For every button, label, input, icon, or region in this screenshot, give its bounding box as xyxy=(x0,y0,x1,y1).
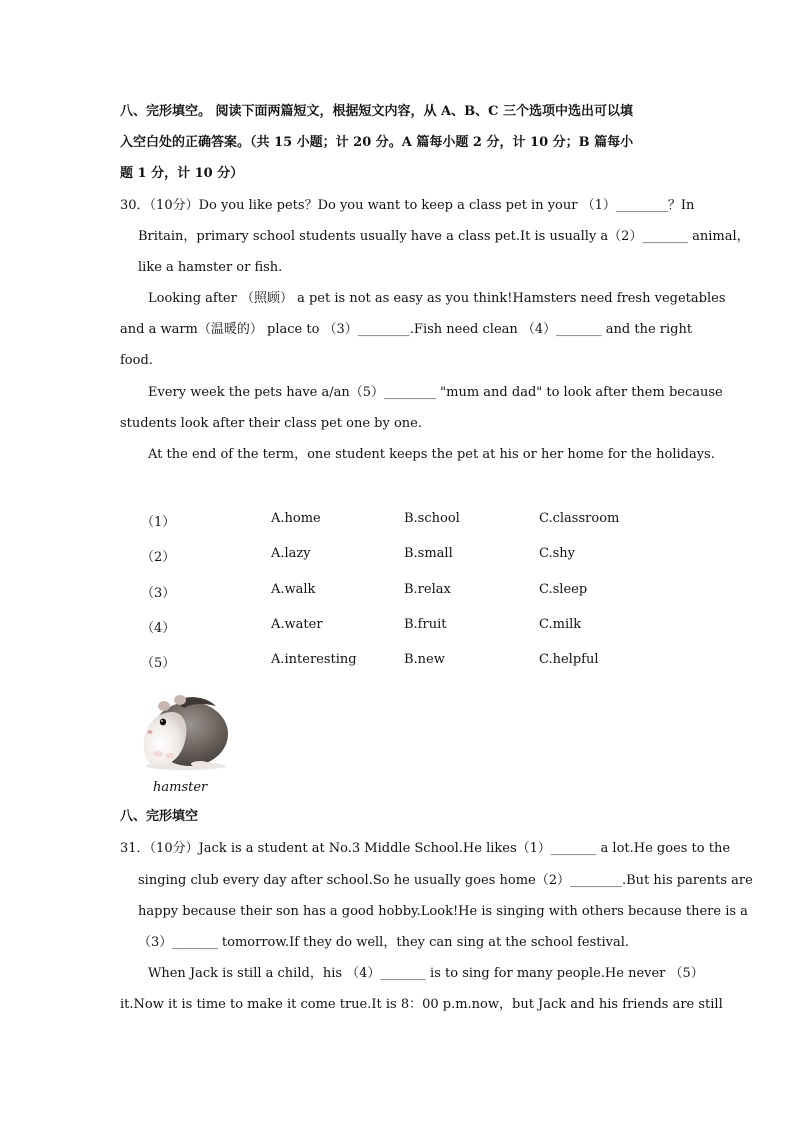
q31-line4: （3）_______ tomorrow.If they do well，they can sing at the school festival. xyxy=(138,935,630,950)
option-c[interactable]: C.milk xyxy=(539,617,582,632)
option-c[interactable]: C.classroom xyxy=(539,511,620,526)
q30-line6: food. xyxy=(120,353,153,368)
section-heading-line3: 题 1 分，计 10 分） xyxy=(120,166,244,181)
option-number: （3） xyxy=(141,586,176,601)
q30-line9: At the end of the term，one student keeps the pet at his or her home for the holidays. xyxy=(148,447,715,462)
option-b[interactable]: B.small xyxy=(404,546,453,561)
option-a[interactable]: A.lazy xyxy=(271,546,311,561)
q30-line8: students look after their class pet one by one. xyxy=(120,416,423,431)
option-b[interactable]: B.fruit xyxy=(404,617,447,632)
q31-line5: When Jack is still a child，his （4）_______ is to sing for many people.He never （5） xyxy=(148,966,704,981)
section-title: 八、完形填空 xyxy=(120,809,199,824)
option-number: （4） xyxy=(141,621,176,636)
option-number: （5） xyxy=(141,656,176,671)
option-a[interactable]: A.interesting xyxy=(271,652,357,667)
option-c[interactable]: C.shy xyxy=(539,546,576,561)
q31-line6: it.Now it is time to make it come true.It is 8：00 p.m.now，but Jack and his friends are still xyxy=(120,997,723,1012)
q31-line1: 31．（10分）Jack is a student at No.3 Middle School.He likes（1）_______ a lot.He goes to the xyxy=(120,841,731,856)
q30-line2: Britain，primary school students usually have a class pet.It is usually a（2）_______ animal， xyxy=(138,229,750,244)
option-b[interactable]: B.relax xyxy=(404,582,451,597)
option-c[interactable]: C.sleep xyxy=(539,582,588,597)
q30-line3: like a hamster or fish. xyxy=(138,260,283,275)
option-a[interactable]: A.water xyxy=(271,617,323,632)
option-a[interactable]: A.walk xyxy=(271,582,316,597)
option-number: （2） xyxy=(141,550,176,565)
q30-line1: 30．（10分）Do you like pets？Do you want to keep a class pet in your （1）________？In xyxy=(120,198,695,213)
option-a[interactable]: A.home xyxy=(271,511,321,526)
option-number: （1） xyxy=(141,515,176,530)
figure-caption: hamster xyxy=(153,780,208,795)
q30-line5: and a warm（温暖的） place to （3）________.Fish need clean （4）_______ and the right xyxy=(120,322,693,337)
section-heading-line2: 入空白处的正确答案。（共 15 小题；计 20 分。A 篇每小题 2 分，计 10 分；B 篇每小 xyxy=(120,135,634,150)
hamster-image xyxy=(136,688,232,770)
option-c[interactable]: C.helpful xyxy=(539,652,599,667)
q30-line4: Looking after （照顾） a pet is not as easy as you think!Hamsters need fresh vegetables xyxy=(148,291,726,306)
option-b[interactable]: B.new xyxy=(404,652,445,667)
q31-line2: singing club every day after school.So he usually goes home（2）________.But his parents are xyxy=(138,873,753,888)
q31-line3: happy because their son has a good hobby.Look!He is singing with others because there is a xyxy=(138,904,748,919)
section-heading-line1: 八、完形填空。 阅读下面两篇短文，根据短文内容，从 A、B、C 三个选项中选出可以填 xyxy=(120,104,633,119)
option-b[interactable]: B.school xyxy=(404,511,460,526)
q30-line7: Every week the pets have a/an（5）________ "mum and dad" to look after them because xyxy=(148,385,723,400)
